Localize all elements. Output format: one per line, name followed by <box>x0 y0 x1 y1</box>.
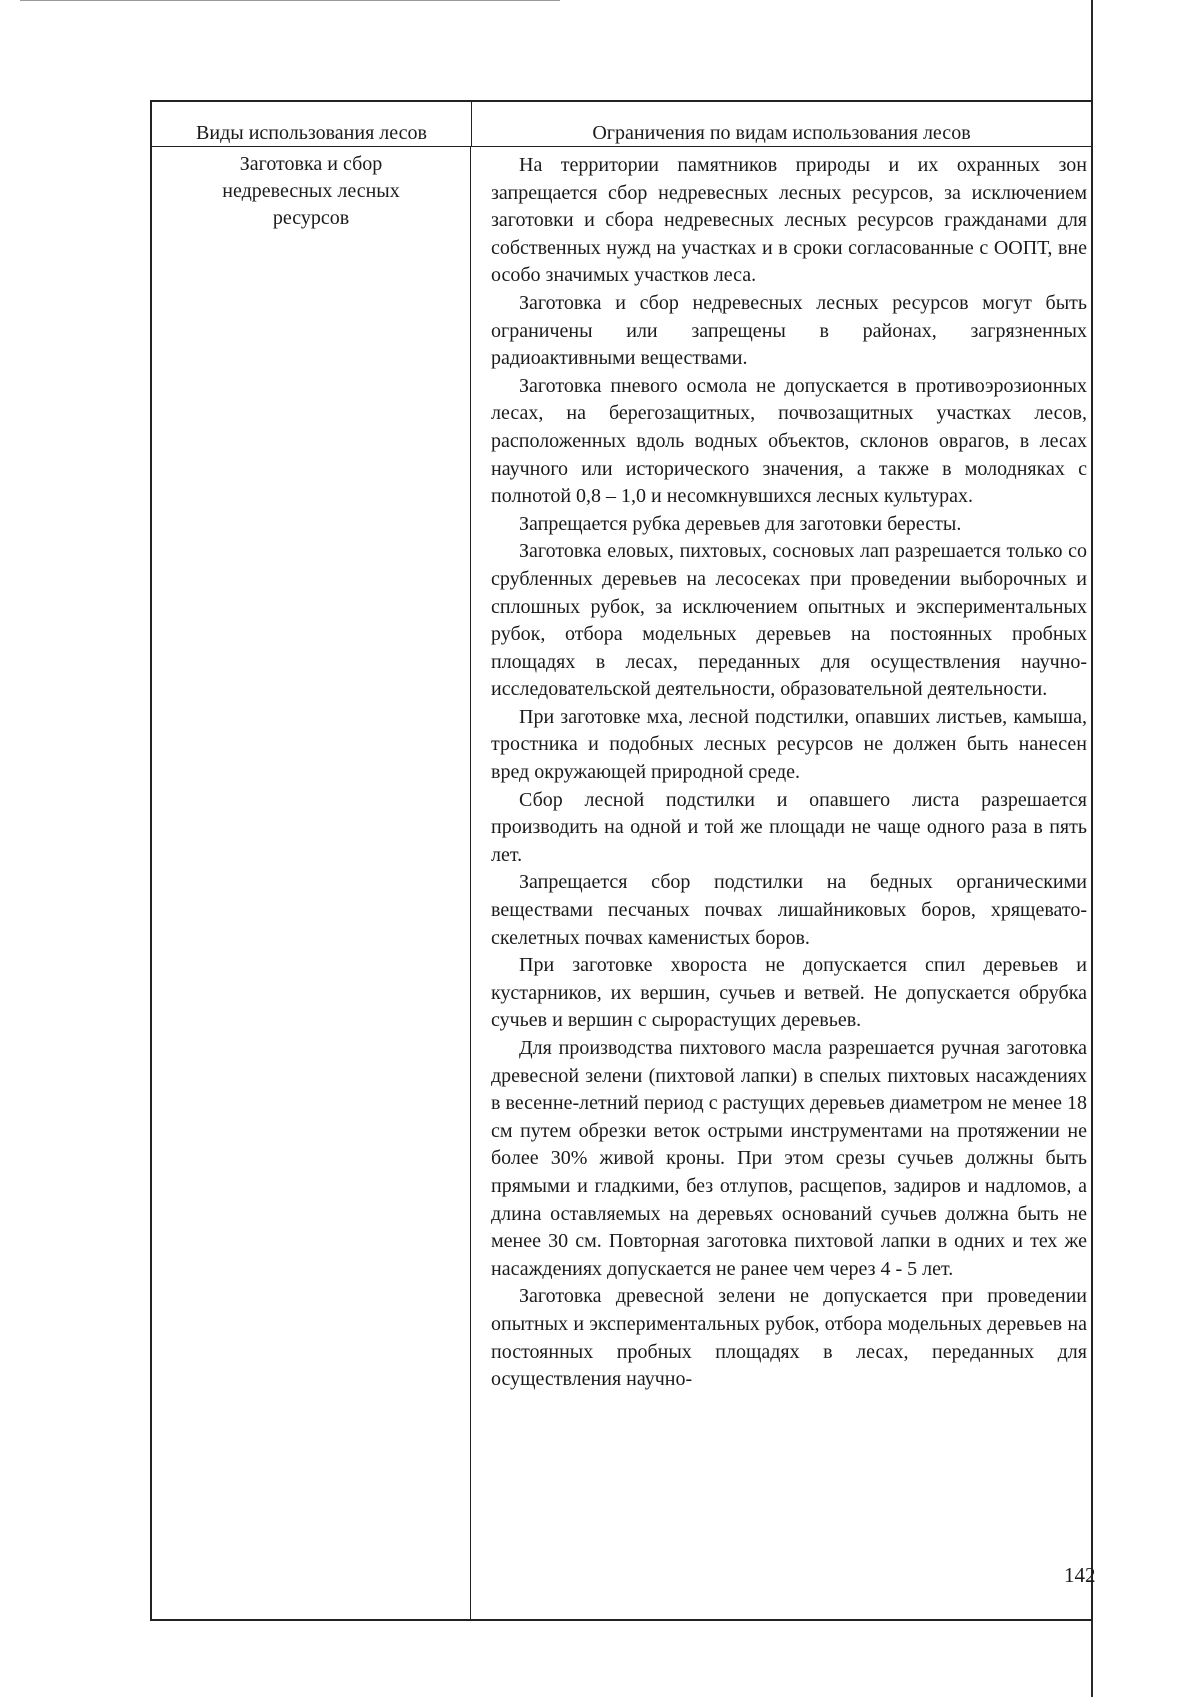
restriction-paragraph: Для производства пихтового масла разрешается ручная заготовка древесной зелени (пихтовой лапки) в спелых пихтовых насаждениях в весенне-летний период с растущих деревьев диаметром не менее 18 см путем обрезки веток острыми инструментами на протяжении не более 30% живой кроны. При этом срезы сучьев должны быть прямыми и гладкими, без отлупов, расщепов, задиров и надломов, а длина оставляемых на деревьях оснований сучьев должна быть не менее 30 см. Повторная заготовка пихтовой лапки в одних и тех же насаждениях допускается не ранее чем через 4 - 5 лет. <box>491 1037 1087 1280</box>
restriction-paragraph: Заготовка древесной зелени не допускается при проведении опытных и экспериментальных рубок, отбора модельных деревьев на постоянных пробных площадях в лесах, переданных для осуществления научно- <box>491 1285 1087 1391</box>
restrictions-table <box>150 100 1093 1621</box>
restriction-paragraph: Заготовка пневого осмола не допускается в противоэрозионных лесах, на берегозащитных, почвозащитных участках лесов, расположенных вдоль водных объектов, склонов оврагов, в лесах научного или исторического значения, а также в молодняках с полнотой 0,8 – 1,0 и несомкнувшихся лесных культурах. <box>491 374 1087 508</box>
restriction-paragraph: Сбор лесной подстилки и опавшего листа разрешается производить на одной и той же площади не чаще одного раза в пять лет. <box>491 788 1087 866</box>
restriction-paragraph: Запрещается сбор подстилки на бедных органическими веществами песчаных почвах лишайниковых боров, хрящевато-скелетных почвах каменистых боров. <box>491 871 1087 949</box>
header-restrictions: Ограничения по видам использования лесов <box>592 122 971 144</box>
restriction-paragraph: Заготовка и сбор недревесных лесных ресурсов могут быть ограничены или запрещены в районах, загрязненных радиоактивными веществами. <box>491 291 1087 370</box>
table-row <box>152 147 1091 1619</box>
header-forest-use-types: Виды использования лесов <box>152 102 472 146</box>
scan-edge-line <box>20 0 560 1</box>
restriction-paragraph: При заготовке хвороста не допускается спил деревьев и кустарников, их вершин, сучьев и ветвей. Не допускается обрубка сучьев и вершин с сырорастущих деревьев. <box>491 954 1087 1032</box>
restriction-paragraph: Запрещается рубка деревьев для заготовки бересты. <box>519 512 962 535</box>
forest-use-type-line: недревесных лесных <box>222 180 400 202</box>
restriction-paragraph: При заготовке мха, лесной подстилки, опавших листьев, камыша, тростника и подобных лесных ресурсов не должен быть нанесен вред окружающей природной среде. <box>491 705 1087 784</box>
page-number: 142 <box>1064 1563 1096 1587</box>
restriction-paragraph: Заготовка еловых, пихтовых, сосновых лап разрешается только со срубленных деревьев на лесосеках при проведении выборочных и сплошных рубок, за исключением опытных и экспериментальных рубок, отбора модельных деревьев на постоянных пробных площадях в лесах, переданных для осуществления научно-исследовательской деятельности, образовательной деятельности. <box>491 540 1087 701</box>
forest-use-type-line: ресурсов <box>272 207 350 229</box>
restrictions-cell <box>471 147 1091 1619</box>
forest-use-type-line: Заготовка и сбор <box>239 153 383 175</box>
restriction-paragraph: На территории памятников природы и их охранных зон запрещается сбор недревесных лесных ресурсов, за исключением заготовки и сбора недревесных лесных ресурсов гражданами для собственных нужд на участках и в сроки согласованные с ООПТ, вне особо значимых участков леса. <box>491 154 1087 287</box>
table-header-row <box>152 102 1091 147</box>
forest-use-type-cell <box>152 147 471 1619</box>
